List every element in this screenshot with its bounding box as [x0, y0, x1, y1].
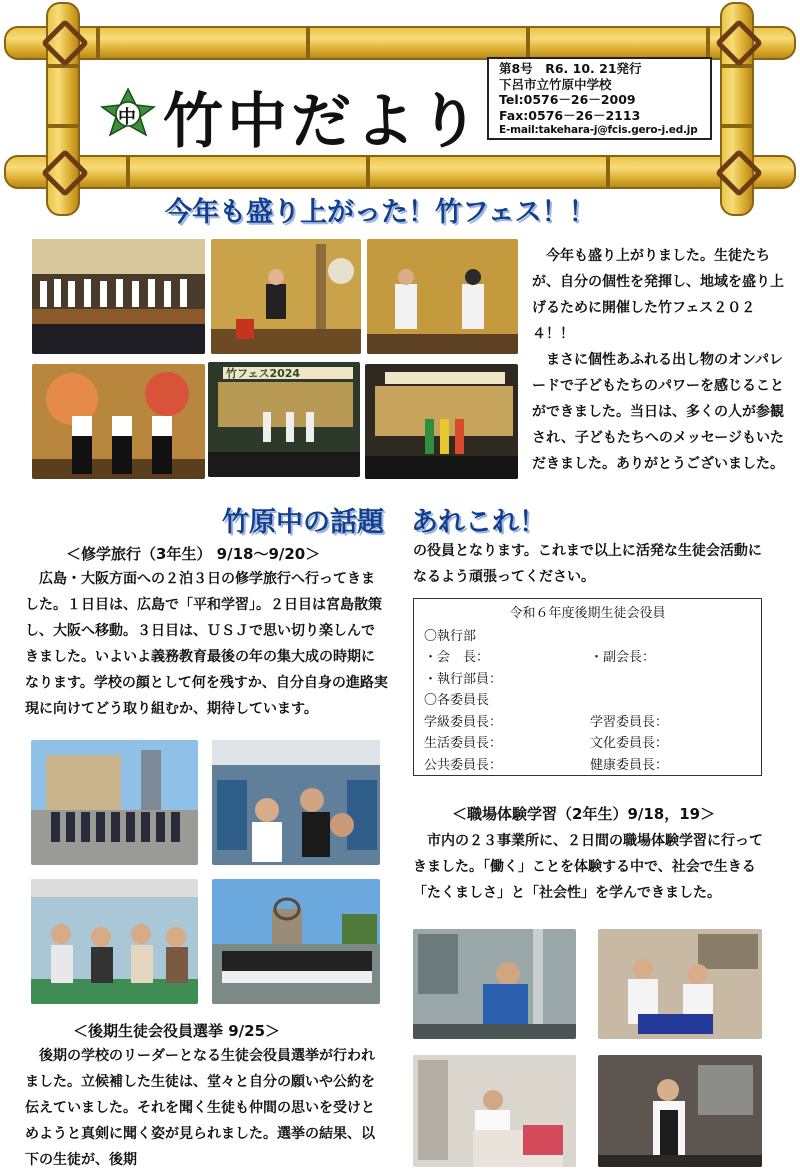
committee-header: 〇各委員長: [424, 693, 490, 708]
election-heading: ＜後期生徒会役員選挙 9/25＞: [73, 1022, 281, 1040]
trip-photo-building: [31, 740, 198, 865]
work-photo-cafe: [598, 1055, 762, 1167]
fes-headline: 今年も盛り上がった！竹フェス！！: [165, 197, 596, 228]
work-photo-kitchen: [598, 929, 762, 1039]
trip-photo-dome: [212, 879, 380, 1004]
emblem-char: 中: [118, 107, 136, 128]
fax-number: Fax:0576－26－2113: [499, 107, 641, 123]
committee-label: 公共委員長：: [424, 757, 503, 773]
committee-label: 文化委員長：: [590, 736, 669, 751]
election-continued: の役員となります。これまで以上に活発な生徒会活動になるよう頑張ってください。: [413, 543, 762, 585]
fes-banner-text: 竹フェス2024: [226, 367, 301, 380]
issue-number: 第8号 R6. 10. 21発行: [499, 61, 642, 76]
committee-label: 学習委員長：: [590, 714, 669, 730]
fes-photo-group-stage: [32, 239, 205, 354]
officer-row: [424, 712, 751, 734]
exec-member-label: ・執行部員：: [424, 671, 503, 687]
newsletter-title: 竹中だより: [163, 87, 483, 157]
committee-label: 学級委員長：: [424, 714, 503, 730]
officers-box: [413, 598, 762, 776]
school-emblem: [96, 85, 160, 140]
fes-photo-performer: [211, 239, 361, 354]
trip-photo-ferry: [31, 879, 198, 1004]
work-photo-laundry: [413, 1055, 576, 1167]
fes-article: [532, 243, 790, 477]
fes-photo-duo: [367, 239, 518, 354]
work-photo-factory: [413, 929, 576, 1039]
exec-header: 〇執行部: [424, 628, 477, 644]
trip-heading: ＜修学旅行（3年生） 9/18～9/20＞: [66, 545, 321, 563]
issue-info-box: [487, 57, 712, 140]
work-article: [413, 828, 768, 906]
fes-photo-trio: [32, 364, 205, 479]
topics-headline: 竹原中の話題 あれこれ！: [222, 507, 546, 538]
trip-text: 広島・大阪方面への２泊３日の修学旅行へ行ってきました。１日目は、広島で「平和学習」。２日目は宮島散策し、大阪へ移動。３日目は、ＵＳＪで思い切り楽しんできました。いよいよ義務教育最後の年の集大成の時期になります。学校の顔として何を残すか、自分自身の進路実現に向けてどう取り組むか、期待しています。: [25, 571, 388, 717]
fes-paragraph-1: 今年も盛り上がりました。生徒たちが、自分の個性を発揮し、地域を盛り上げるために開催した竹フェス２０２４！！: [532, 248, 784, 342]
fes-photo-banner-stage: [208, 362, 360, 477]
fes-paragraph-2: まさに個性あふれる出し物のオンパレードで子どもたちのパワーを感じることができました。当日は、多くの人が参観され、子どもたちへのメッセージもいただきました。ありがとうございました。: [532, 352, 784, 472]
school-name: 下呂市立竹原中学校: [499, 76, 612, 92]
trip-article: [25, 566, 388, 722]
officers-title: 令和６年度後期生徒会役員: [509, 606, 666, 621]
trip-photo-train: [212, 740, 380, 865]
president-label: ・会 長：: [424, 650, 490, 665]
officer-row: [424, 755, 751, 777]
committee-label: 健康委員長：: [590, 757, 669, 773]
vice-president-label: ・副会長：: [590, 650, 656, 665]
tel-number: Tel:0576－26－2009: [499, 92, 636, 107]
email-address: E-mail:takehara-j@fcis.gero-j.ed.jp: [499, 124, 698, 136]
officer-row: [424, 647, 751, 669]
committee-label: 生活委員長：: [424, 736, 503, 751]
election-article: [25, 1043, 388, 1173]
fes-photo-costumes: [365, 364, 518, 479]
work-heading: ＜職場体験学習（2年生）9/18，19＞: [452, 805, 716, 823]
election-text: 後期の学校のリーダーとなる生徒会役員選挙が行われました。立候補した生徒は、堂々と自分の願いや公約を伝えていました。それを聞く生徒も仲間の思いを受けとめようと真剣に聞く姿が見られました。選挙の結果、以下の生徒が、後期: [25, 1048, 375, 1168]
officer-row: [424, 733, 751, 755]
work-text: 市内の２３事業所に、２日間の職場体験学習に行ってきました。「働く」ことを体験する中で、社会で生きる「たくましさ」と「社会性」を学んできました。: [413, 833, 763, 901]
